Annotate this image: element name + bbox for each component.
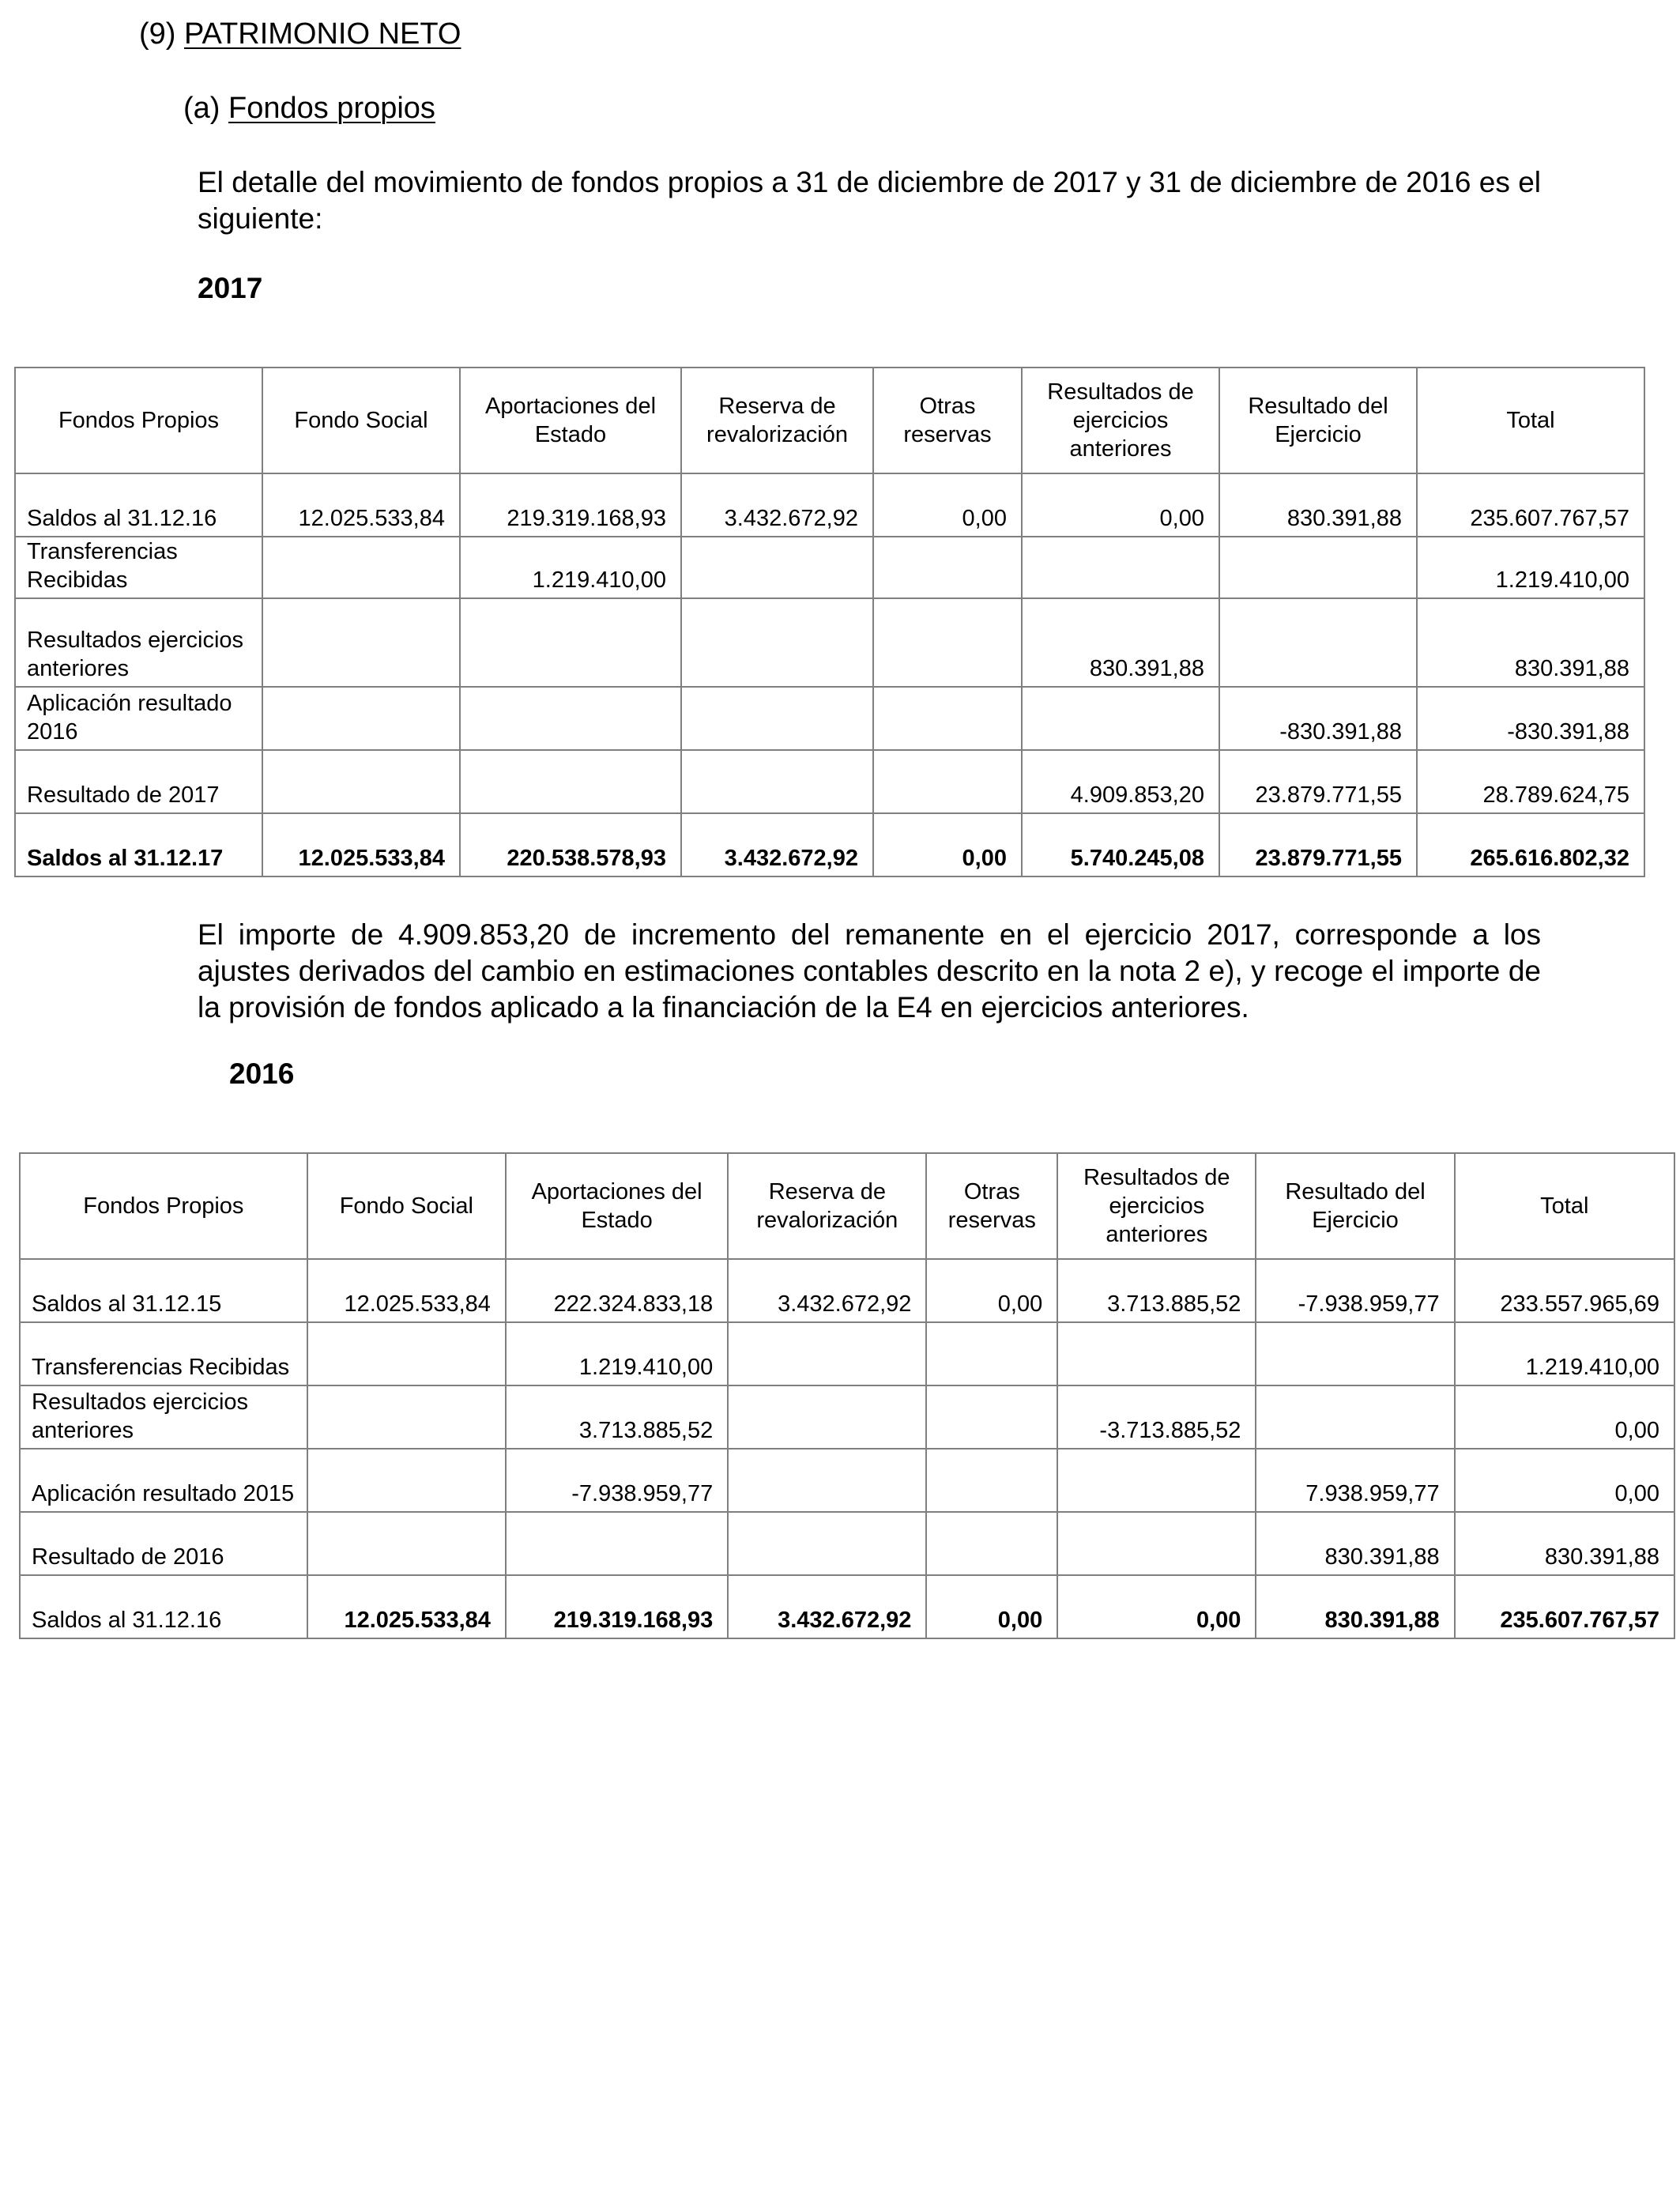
cell-resultado-ejercicio (1219, 598, 1417, 687)
table-row (15, 598, 1644, 687)
cell-aportaciones: 219.319.168,93 (506, 1575, 728, 1638)
cell-resultados-anteriores (1057, 1322, 1256, 1385)
cell-otras-reservas (873, 537, 1022, 598)
cell-total: 265.616.802,32 (1417, 813, 1644, 876)
subsection-letter: (a) (183, 92, 228, 125)
cell-resultados-anteriores: 3.713.885,52 (1057, 1259, 1256, 1322)
cell-aportaciones: 1.219.410,00 (506, 1322, 728, 1385)
col-header: Resultado del Ejercicio (1256, 1153, 1454, 1259)
section-title: PATRIMONIO NETO (184, 17, 461, 51)
cell-resultados-anteriores: 830.391,88 (1022, 598, 1219, 687)
table-row-total (20, 1575, 1674, 1638)
intro-paragraph: El detalle del movimiento de fondos propios a 31 de diciembre de 2017 y 31 de diciembre de 2016 es el siguiente: (198, 166, 1541, 235)
cell-total: 28.789.624,75 (1417, 750, 1644, 813)
cell-total: 1.219.410,00 (1417, 537, 1644, 598)
cell-resultado-ejercicio (1256, 1385, 1454, 1449)
cell-otras-reservas (926, 1449, 1057, 1512)
cell-reserva (728, 1449, 926, 1512)
cell-aportaciones: 222.324.833,18 (506, 1259, 728, 1322)
cell-otras-reservas (873, 687, 1022, 750)
row-label: Saldos al 31.12.17 (15, 813, 262, 876)
col-header: Aportaciones del Estado (506, 1153, 728, 1259)
cell-total: 830.391,88 (1417, 598, 1644, 687)
col-header: Fondos Propios (15, 368, 262, 473)
cell-aportaciones (460, 687, 681, 750)
cell-reserva (681, 750, 873, 813)
cell-total: 1.219.410,00 (1455, 1322, 1674, 1385)
cell-total: 0,00 (1455, 1385, 1674, 1449)
cell-resultado-ejercicio (1256, 1322, 1454, 1385)
cell-resultados-anteriores (1057, 1512, 1256, 1575)
table-row (15, 473, 1644, 537)
cell-resultados-anteriores (1057, 1449, 1256, 1512)
cell-resultados-anteriores (1022, 687, 1219, 750)
cell-fondo-social: 12.025.533,84 (262, 473, 460, 537)
cell-otras-reservas (926, 1512, 1057, 1575)
cell-otras-reservas (926, 1385, 1057, 1449)
row-label: Saldos al 31.12.16 (20, 1575, 307, 1638)
note-paragraph: El importe de 4.909.853,20 de incremento del remanente en el ejercicio 2017, corresponde a los ajustes derivados del cambio en estimaciones contables descrito en la nota 2 e), y recoge el importe de la provisión de fondos aplicado a la financiación de la E4 en ejercicios anteriores. (198, 918, 1541, 1023)
cell-aportaciones: -7.938.959,77 (506, 1449, 728, 1512)
cell-fondo-social (262, 750, 460, 813)
section-heading (139, 17, 461, 51)
cell-reserva: 3.432.672,92 (728, 1259, 926, 1322)
cell-reserva (728, 1322, 926, 1385)
table-row (20, 1259, 1674, 1322)
cell-reserva (681, 687, 873, 750)
table-row (15, 687, 1644, 750)
cell-reserva (681, 537, 873, 598)
col-header: Resultado del Ejercicio (1219, 368, 1417, 473)
table-row (15, 537, 1644, 598)
cell-resultados-anteriores: 0,00 (1022, 473, 1219, 537)
cell-total: -830.391,88 (1417, 687, 1644, 750)
cell-otras-reservas (873, 598, 1022, 687)
cell-reserva (728, 1512, 926, 1575)
cell-aportaciones: 220.538.578,93 (460, 813, 681, 876)
equity-table-2017 (14, 367, 1645, 877)
cell-resultados-anteriores: 4.909.853,20 (1022, 750, 1219, 813)
col-header: Total (1455, 1153, 1674, 1259)
row-label: Saldos al 31.12.15 (20, 1259, 307, 1322)
cell-resultado-ejercicio: 7.938.959,77 (1256, 1449, 1454, 1512)
col-header: Reserva de revalorización (681, 368, 873, 473)
cell-fondo-social (262, 537, 460, 598)
table-row (15, 750, 1644, 813)
cell-aportaciones (460, 750, 681, 813)
cell-resultado-ejercicio: 830.391,88 (1256, 1575, 1454, 1638)
cell-resultado-ejercicio: 23.879.771,55 (1219, 750, 1417, 813)
cell-aportaciones: 219.319.168,93 (460, 473, 681, 537)
cell-fondo-social (307, 1512, 506, 1575)
cell-total: 235.607.767,57 (1455, 1575, 1674, 1638)
row-label: Saldos al 31.12.16 (15, 473, 262, 537)
cell-fondo-social (307, 1385, 506, 1449)
col-header: Aportaciones del Estado (460, 368, 681, 473)
cell-otras-reservas: 0,00 (873, 473, 1022, 537)
row-label: Resultado de 2016 (20, 1512, 307, 1575)
table-row (20, 1322, 1674, 1385)
cell-otras-reservas (873, 750, 1022, 813)
col-header: Fondos Propios (20, 1153, 307, 1259)
cell-reserva (728, 1385, 926, 1449)
cell-resultado-ejercicio: 23.879.771,55 (1219, 813, 1417, 876)
cell-resultado-ejercicio: 830.391,88 (1256, 1512, 1454, 1575)
table-row (20, 1512, 1674, 1575)
row-label: Transferencias Recibidas (20, 1322, 307, 1385)
row-label: Transferencias Recibidas (15, 537, 262, 598)
cell-otras-reservas: 0,00 (926, 1575, 1057, 1638)
cell-total: 0,00 (1455, 1449, 1674, 1512)
subsection-title: Fondos propios (228, 92, 435, 125)
cell-resultados-anteriores (1022, 537, 1219, 598)
cell-resultados-anteriores: -3.713.885,52 (1057, 1385, 1256, 1449)
row-label: Resultado de 2017 (15, 750, 262, 813)
section-number: (9) (139, 17, 184, 51)
cell-aportaciones: 3.713.885,52 (506, 1385, 728, 1449)
cell-fondo-social (262, 687, 460, 750)
cell-aportaciones (460, 598, 681, 687)
cell-fondo-social (307, 1322, 506, 1385)
row-label: Aplicación resultado 2016 (15, 687, 262, 750)
col-header: Fondo Social (262, 368, 460, 473)
cell-resultado-ejercicio (1219, 537, 1417, 598)
cell-reserva: 3.432.672,92 (728, 1575, 926, 1638)
table-row (20, 1385, 1674, 1449)
col-header: Reserva de revalorización (728, 1153, 926, 1259)
cell-aportaciones (506, 1512, 728, 1575)
cell-total: 233.557.965,69 (1455, 1259, 1674, 1322)
cell-total: 830.391,88 (1455, 1512, 1674, 1575)
col-header: Resultados de ejercicios anteriores (1057, 1153, 1256, 1259)
table-header-row (20, 1153, 1674, 1259)
col-header: Total (1417, 368, 1644, 473)
row-label: Aplicación resultado 2015 (20, 1449, 307, 1512)
cell-reserva (681, 598, 873, 687)
cell-fondo-social: 12.025.533,84 (307, 1259, 506, 1322)
cell-fondo-social: 12.025.533,84 (262, 813, 460, 876)
cell-reserva: 3.432.672,92 (681, 473, 873, 537)
year-2016-heading: 2016 (229, 1057, 295, 1090)
table-header-row (15, 368, 1644, 473)
row-label: Resultados ejercicios anteriores (20, 1385, 307, 1449)
table-row-total (15, 813, 1644, 876)
cell-reserva: 3.432.672,92 (681, 813, 873, 876)
equity-table-2016 (19, 1152, 1675, 1639)
row-label: Resultados ejercicios anteriores (15, 598, 262, 687)
cell-resultados-anteriores: 5.740.245,08 (1022, 813, 1219, 876)
cell-otras-reservas: 0,00 (926, 1259, 1057, 1322)
col-header: Otras reservas (926, 1153, 1057, 1259)
cell-otras-reservas (926, 1322, 1057, 1385)
table-row (20, 1449, 1674, 1512)
year-2017-heading: 2017 (198, 272, 263, 304)
cell-otras-reservas: 0,00 (873, 813, 1022, 876)
col-header: Resultados de ejercicios anteriores (1022, 368, 1219, 473)
cell-fondo-social (307, 1449, 506, 1512)
col-header: Otras reservas (873, 368, 1022, 473)
cell-fondo-social: 12.025.533,84 (307, 1575, 506, 1638)
col-header: Fondo Social (307, 1153, 506, 1259)
cell-fondo-social (262, 598, 460, 687)
cell-resultado-ejercicio: 830.391,88 (1219, 473, 1417, 537)
cell-aportaciones: 1.219.410,00 (460, 537, 681, 598)
cell-resultado-ejercicio: -830.391,88 (1219, 687, 1417, 750)
cell-total: 235.607.767,57 (1417, 473, 1644, 537)
cell-resultado-ejercicio: -7.938.959,77 (1256, 1259, 1454, 1322)
cell-resultados-anteriores: 0,00 (1057, 1575, 1256, 1638)
subsection-heading (183, 92, 435, 126)
